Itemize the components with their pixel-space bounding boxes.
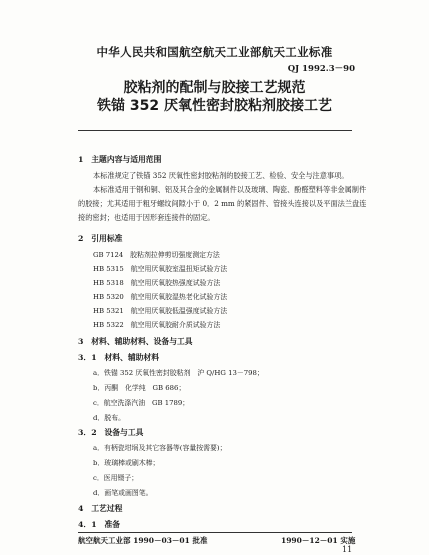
reference-item: GB 7124 胶粘剂拉伸剪切强度测定方法	[93, 251, 220, 259]
page-number: 11	[342, 545, 353, 554]
reference-item: HB 5318 航空用厌氧胶热强度试验方法	[93, 279, 221, 287]
implementation-date: 1990－12－01 实施	[281, 536, 356, 545]
tool-item: b．玻璃棒或刷木棒；	[93, 459, 160, 467]
header-divider	[78, 130, 352, 131]
section1-para-line2: 本标准适用于钢和铜、铝及其合金的金属制件以及玻璃、陶瓷、酚醛塑料等非金属制件	[93, 185, 367, 194]
section4-heading: 4 工艺过程	[78, 504, 123, 513]
reference-item: HB 5322 航空用厌氧胶耐介质试验方法	[93, 321, 221, 329]
tool-item: a．有柄瓷坩埚及其它容器等(容量按需要)；	[93, 444, 227, 452]
section1-para-line4: 接的密封；也适用于因形套连接件的固定。	[78, 213, 215, 222]
reference-item: HB 5321 航空用厌氧胶低温强度试验方法	[93, 307, 228, 315]
standard-name: 中华人民共和国航空航天工业部航天工业标准	[96, 45, 333, 59]
document-title-line1: 胶粘剂的配制与胶接工艺规范	[123, 80, 306, 96]
section1-para-line3: 的胶接；尤其适用于粗牙螺纹间隙小于 0．2 mm 的紧固件、管接头连接以及平面法兰盘连	[78, 199, 367, 208]
approval-date: 航空航天工业部 1990－03－01 批准	[78, 536, 208, 545]
reference-item: HB 5315 航空用厌氧胶室温扭矩试验方法	[93, 265, 228, 273]
document-title-line2: 铁锚 352 厌氧性密封胶粘剂胶接工艺	[97, 98, 332, 114]
material-item: c．航空洗涤汽油 GB 1789；	[93, 399, 190, 407]
material-item: d．脱布。	[93, 414, 125, 422]
section3-1-heading: 3．1 材料、辅助材料	[78, 353, 160, 362]
section1-heading: 1 主题内容与适用范围	[78, 155, 162, 164]
footer-divider	[78, 532, 352, 533]
section3-heading: 3 材料、辅助材料、设备与工具	[78, 337, 193, 346]
reference-item: HB 5320 航空用厌氧胶湿热老化试验方法	[93, 293, 228, 301]
section1-para-line1: 本标准规定了铁锚 352 厌氧性密封胶粘剂的胶接工艺、检验、安全与注意事项。	[93, 171, 349, 180]
material-item: a．铁锚 352 厌氧性密封胶粘剂 沪 Q/HG 13－798；	[93, 369, 264, 377]
tool-item: c．医用镊子；	[93, 474, 139, 482]
section3-2-heading: 3．2 设备与工具	[78, 428, 144, 437]
material-item: b．丙酮 化学纯 GB 686；	[93, 384, 186, 392]
tool-item: d．画笔或画图笔。	[93, 489, 153, 497]
standard-code: QJ 1992.3－90	[287, 64, 355, 74]
section4-1-heading: 4．1 准备	[78, 520, 121, 529]
section2-heading: 2 引用标准	[78, 234, 123, 243]
